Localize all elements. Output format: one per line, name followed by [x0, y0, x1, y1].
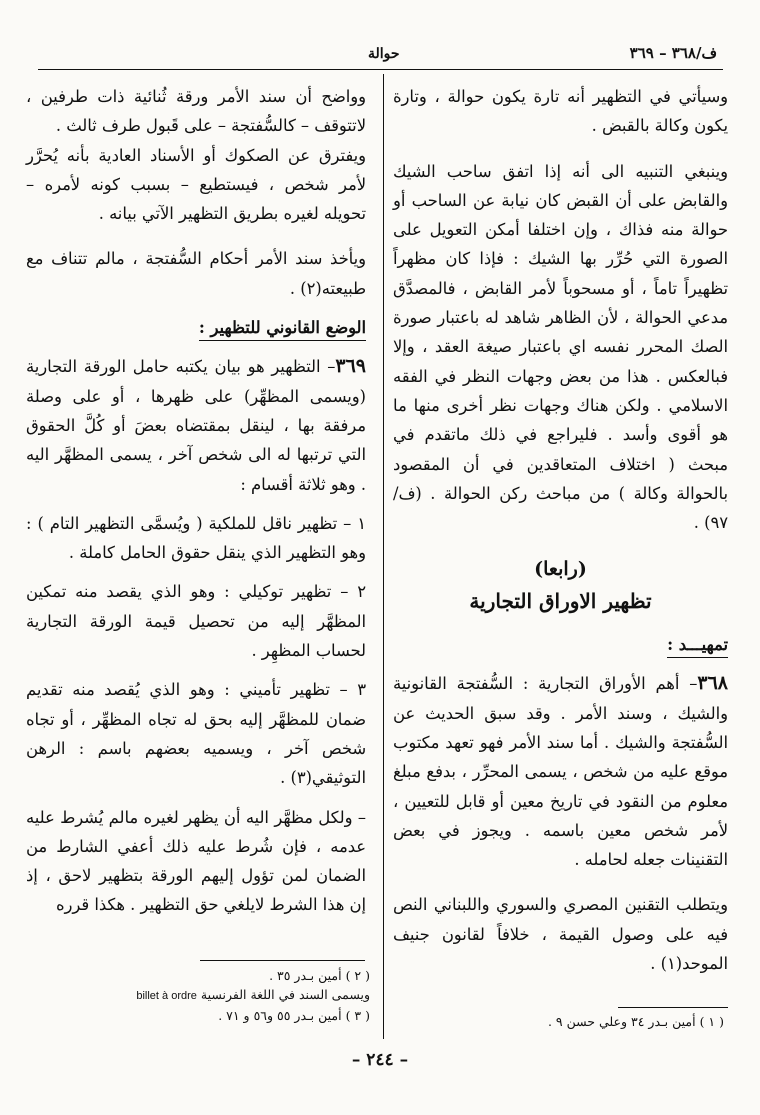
footnote-text: ويسمى السند في اللغة الفرنسية	[200, 987, 370, 1002]
paragraph-number: ٣٦٨	[697, 672, 728, 695]
paragraph-369	[26, 352, 366, 498]
list-item: ١ – تظهير ناقل للملكية ( ويُسمَّى التظهير التام ) : وهو التظهير الذي ينقل حقوق الحامل كاملة .	[26, 513, 366, 563]
paragraph-text: – أهم الأوراق التجارية : السُّفتجة القانونية والشيك ، وسند الأمر . وقد سبق الحديث عن السُّفتجة والشيك . أما سند الأمر فهو تعهد مكتوب موقع عليه من شخص ، يسمى المحرِّر ، بدفع مبلغ معلوم من النقود في تاريخ معين أو قابل للتعيين ، لأمر شخص معين باسمه . ويجوز في بعض التقنينات جعله لحامله .	[393, 674, 728, 870]
paragraph: وسيأتي في التظهير أنه تارة يكون حوالة ، وتارة يكون وكالة بالقبض .	[393, 87, 728, 136]
paragraph: وينبغي التنبيه الى أنه إذا اتفق ساحب الشيك والقابض على أن القبض كان نيابة عن الساحب أو حوالة منه فذاك ، وإن اختلفا أمكن التعويل على الصورة التي حُرِّر بها الشيك : فإذا كان مظهراً تظهيراً تاماً ، أو مسحوباً لأمر القابض ، فالمصدَّق مدعي الحوالة ، لأن الظاهر شاهد له باعتبار صورة الصك المحرر نفسه اي باعتبار صيغة العقد ، وإلا فبالعكس . هذا من بعض وجهات النظر في الفقه الاسلامي . ولكن هناك وجهات نظر أخرى منها ما هو أقوى وأسد . فليراجع في ذلك ماتقدم في مبحث ( اختلاف المتعاقدين في أن المقصود بالحوالة وكالة ) من مباحث ركن الحوالة . (ف/ ٩٧) .	[393, 161, 728, 533]
footnote: ( ٣ ) أمين بـدر ٥٥ و٥٦ و ٧١ .	[218, 1008, 370, 1023]
left-column	[26, 82, 366, 920]
legal-heading: الوضع القانوني للتظهير :	[199, 316, 366, 341]
footnote: ( ١ ) أمين بـدر ٣٤ وعلي حسن ٩ .	[547, 1014, 724, 1029]
page-number: – ٢٤٤ –	[351, 1050, 409, 1070]
section-label: (رابعا)	[534, 558, 587, 581]
footnote-rule	[618, 1007, 728, 1008]
header-rule	[38, 69, 723, 70]
footnote-rule	[200, 960, 365, 961]
column-divider	[383, 74, 384, 1039]
footnote-french-term: billet à ordre	[136, 990, 197, 1002]
paragraph: ويفترق عن الصكوك أو الأسناد العادية بأنه يُحرَّر لأمر شخص ، فيستطيع – بسبب كونه لأمره – تحويله لغيره بطريق التظهير الآتي بيانه .	[26, 145, 366, 224]
paragraph-number: ٣٦٩	[335, 355, 366, 378]
paragraph: ويأخذ سند الأمر أحكام السُّفتجة ، مالم تتناف مع طبيعته(٢) .	[26, 249, 366, 298]
paragraph: ويتطلب التقنين المصري والسوري واللبناني النص فيه على وصول القيمة ، خلافاً لقانون جنيف الموحد(١) .	[393, 895, 728, 974]
chapter-topic: حوالة	[368, 46, 400, 62]
footnote: ( ٢ ) أمين بـدر ٣٥ .	[269, 968, 370, 983]
section-title: تظهير الاوراق التجارية	[469, 588, 652, 613]
footnote-note	[30, 985, 370, 1006]
footnotes-left	[30, 966, 370, 1025]
right-column	[393, 82, 728, 978]
section-reference: ف/٣٦٨ – ٣٦٩	[629, 44, 717, 62]
paragraph: – ولكل مظهَّر اليه أن يظهر لغيره مالم يُشرط عليه عدمه ، فإن شُرط عليه ذلك أعفي الشارط من الضمان لمن تؤول إليهم الورقة بتظهير لاحق ، إذ إن هذا الشرط لايلغي حق التظهير . هكذا قرره	[26, 807, 366, 915]
running-header	[38, 40, 723, 68]
intro-heading: تمهيـــد :	[667, 633, 728, 658]
paragraph-368	[393, 669, 728, 874]
paragraph-text: – التظهير هو بيان يكتبه حامل الورقة التجارية (ويسمى المظهِّر) على ظهرها ، أو على وصلة مرفقة بها ، لينقل بمقتضاه بعضَ أو كُلَّ الحقوق التي ترتبها له الى شخص آخر ، يسمى المظهَّر اليه . وهو ثلاثة أقسام :	[26, 357, 366, 494]
list-item: ٣ – تظهير تأميني : وهو الذي يُقصد منه تقديم ضمان للمظهَّر إليه بحق له تجاه المظهِّر ، أو تجاه شخص آخر ، ويسميه بعضهم باسم : الرهن التوثيقي(٣) .	[26, 680, 366, 788]
paragraph: وواضح أن سند الأمر ورقة ثُنائية ذات طرفين ، لاتتوقف – كالسُّفتجة – على قَبول طرف ثالث .	[26, 87, 366, 136]
footnotes-right	[394, 1012, 724, 1031]
list-item: ٢ – تظهير توكيلي : وهو الذي يقصد منه تمكين المظهَّر إليه من تحصيل قيمة الورقة التجارية لحساب المظهِر .	[26, 582, 366, 661]
